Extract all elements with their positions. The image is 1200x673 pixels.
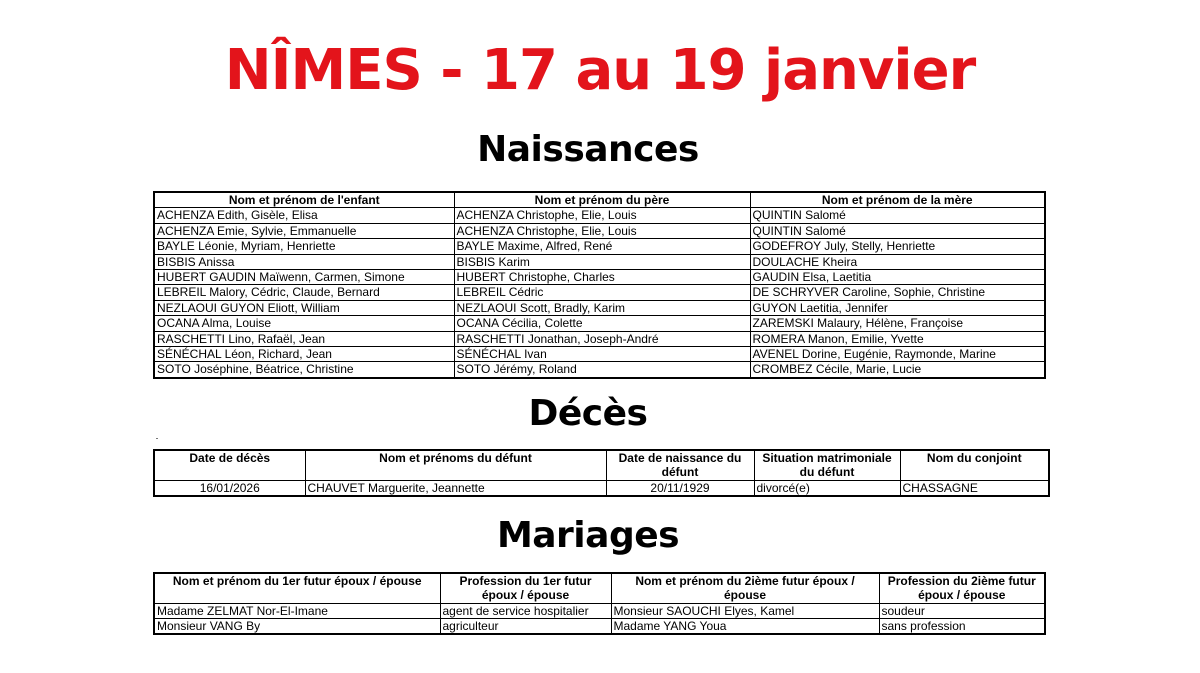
table-row — [154, 223, 1045, 238]
births-heading: Naissances — [477, 129, 699, 170]
spouse1-profession-cell: agriculteur — [440, 619, 611, 635]
mother-name-cell: DE SCHRYVER Caroline, Sophie, Christine — [750, 285, 1045, 300]
spouse2-name-cell: Madame YANG Youa — [611, 619, 879, 635]
table-row — [154, 239, 1045, 254]
deceased-name-cell: CHAUVET Marguerite, Jeannette — [305, 481, 606, 497]
deaths-header-row — [154, 450, 1049, 481]
child-name-cell: ACHENZA Edith, Gisèle, Elisa — [154, 208, 454, 223]
mother-name-cell: DOULACHE Kheira — [750, 254, 1045, 269]
mother-name-cell: GAUDIN Elsa, Laetitia — [750, 269, 1045, 284]
father-name-cell: NEZLAOUI Scott, Bradly, Karim — [454, 300, 750, 315]
table-row — [154, 208, 1045, 223]
marriages-heading: Mariages — [496, 515, 680, 556]
child-name-cell: SÉNÉCHAL Léon, Richard, Jean — [154, 346, 454, 361]
column-header: Nom et prénoms du défunt — [305, 450, 606, 481]
mother-name-cell: GUYON Laetitia, Jennifer — [750, 300, 1045, 315]
table-row — [154, 604, 1045, 619]
mother-name-cell: CROMBEZ Cécile, Marie, Lucie — [750, 362, 1045, 378]
father-name-cell: SOTO Jérémy, Roland — [454, 362, 750, 378]
spouse-name-cell: CHASSAGNE — [900, 481, 1049, 497]
mother-name-cell: ZAREMSKI Malaury, Hélène, Françoise — [750, 316, 1045, 331]
column-header: Date de naissance du défunt — [606, 450, 754, 481]
birth-date-cell: 20/11/1929 — [606, 481, 754, 497]
births-table — [153, 191, 1046, 379]
table-row — [154, 269, 1045, 284]
spouse1-name-cell: Madame ZELMAT Nor-El-Imane — [154, 604, 440, 619]
stray-mark — [156, 438, 158, 439]
mother-name-cell: AVENEL Dorine, Eugénie, Raymonde, Marine — [750, 346, 1045, 361]
mother-name-cell: QUINTIN Salomé — [750, 223, 1045, 238]
table-row — [154, 331, 1045, 346]
page-title: NÎMES - 17 au 19 janvier — [224, 38, 976, 103]
child-name-cell: ACHENZA Emie, Sylvie, Emmanuelle — [154, 223, 454, 238]
mother-name-cell: ROMERA Manon, Emilie, Yvette — [750, 331, 1045, 346]
father-name-cell: BISBIS Karim — [454, 254, 750, 269]
column-header: Nom et prénom du 1er futur époux / épouse — [154, 573, 440, 604]
table-row — [154, 619, 1045, 635]
column-header: Nom et prénom du père — [454, 192, 750, 208]
column-header: Profession du 2ième futur époux / épouse — [879, 573, 1045, 604]
child-name-cell: RASCHETTI Lino, Rafaël, Jean — [154, 331, 454, 346]
child-name-cell: LEBREIL Malory, Cédric, Claude, Bernard — [154, 285, 454, 300]
child-name-cell: BAYLE Léonie, Myriam, Henriette — [154, 239, 454, 254]
column-header: Situation matrimoniale du défunt — [754, 450, 900, 481]
marriages-header-row — [154, 573, 1045, 604]
spouse2-profession-cell: sans profession — [879, 619, 1045, 635]
spouse1-name-cell: Monsieur VANG By — [154, 619, 440, 635]
deaths-table — [153, 449, 1050, 497]
table-row — [154, 346, 1045, 361]
father-name-cell: LEBREIL Cédric — [454, 285, 750, 300]
column-header: Nom et prénom de la mère — [750, 192, 1045, 208]
child-name-cell: NEZLAOUI GUYON Eliott, William — [154, 300, 454, 315]
child-name-cell: HUBERT GAUDIN Maïwenn, Carmen, Simone — [154, 269, 454, 284]
father-name-cell: RASCHETTI Jonathan, Joseph-André — [454, 331, 750, 346]
marital-status-cell: divorcé(e) — [754, 481, 900, 497]
table-row — [154, 254, 1045, 269]
column-header: Nom et prénom de l'enfant — [154, 192, 454, 208]
deaths-heading: Décès — [528, 393, 648, 434]
father-name-cell: SÉNÉCHAL Ivan — [454, 346, 750, 361]
mother-name-cell: GODEFROY July, Stelly, Henriette — [750, 239, 1045, 254]
child-name-cell: OCANA Alma, Louise — [154, 316, 454, 331]
table-row — [154, 481, 1049, 497]
marriages-table — [153, 572, 1046, 635]
father-name-cell: ACHENZA Christophe, Elie, Louis — [454, 223, 750, 238]
spouse2-profession-cell: soudeur — [879, 604, 1045, 619]
table-row — [154, 300, 1045, 315]
column-header: Nom et prénom du 2ième futur époux / épouse — [611, 573, 879, 604]
mother-name-cell: QUINTIN Salomé — [750, 208, 1045, 223]
father-name-cell: BAYLE Maxime, Alfred, René — [454, 239, 750, 254]
father-name-cell: OCANA Cécilia, Colette — [454, 316, 750, 331]
table-row — [154, 285, 1045, 300]
column-header: Nom du conjoint — [900, 450, 1049, 481]
child-name-cell: BISBIS Anissa — [154, 254, 454, 269]
table-row — [154, 316, 1045, 331]
child-name-cell: SOTO Joséphine, Béatrice, Christine — [154, 362, 454, 378]
father-name-cell: HUBERT Christophe, Charles — [454, 269, 750, 284]
spouse2-name-cell: Monsieur SAOUCHI Elyes, Kamel — [611, 604, 879, 619]
column-header: Profession du 1er futur époux / épouse — [440, 573, 611, 604]
father-name-cell: ACHENZA Christophe, Elie, Louis — [454, 208, 750, 223]
births-header-row — [154, 192, 1045, 208]
death-date-cell: 16/01/2026 — [154, 481, 305, 497]
spouse1-profession-cell: agent de service hospitalier — [440, 604, 611, 619]
table-row — [154, 362, 1045, 378]
column-header: Date de décès — [154, 450, 305, 481]
